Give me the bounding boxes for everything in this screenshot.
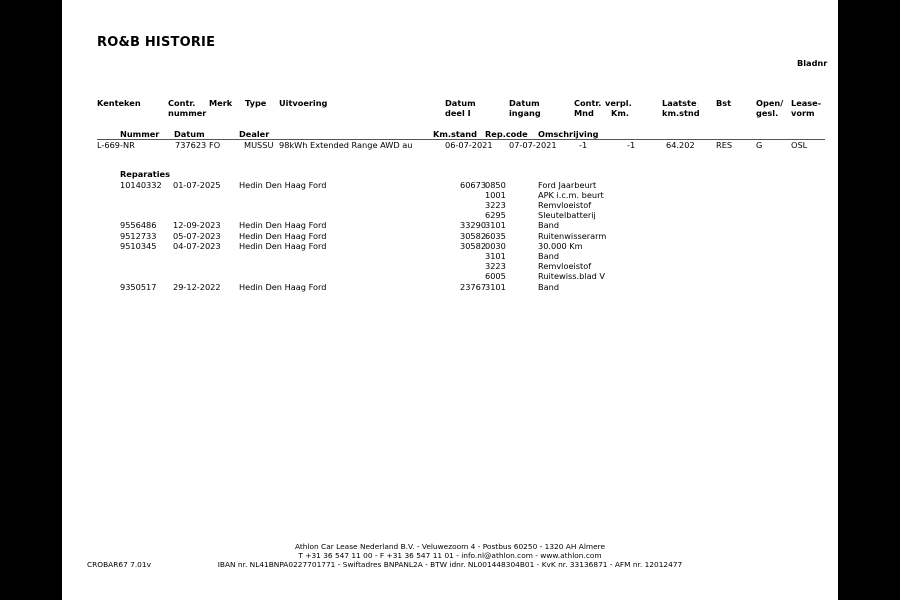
page-title: RO&B HISTORIE bbox=[97, 35, 216, 50]
col-header-datum2: Datum bbox=[174, 129, 205, 139]
repair-code: 6295 bbox=[485, 210, 506, 221]
repair-kmstand: 23767 bbox=[460, 281, 487, 292]
repair-code: 3223 bbox=[485, 261, 506, 272]
form-code: CROBAR67 7.01v bbox=[87, 560, 151, 569]
repair-omschrijving: Remvloeistof bbox=[538, 261, 592, 272]
repair-omschrijving: APK i.c.m. beurt bbox=[538, 189, 604, 200]
repair-nummer: 9512733 bbox=[120, 230, 157, 241]
vehicle-open-gesl: G bbox=[756, 140, 763, 150]
repair-nummer: 9556486 bbox=[120, 220, 157, 231]
repair-datum: 29-12-2022 bbox=[173, 281, 221, 292]
col-header-mnd: Mnd bbox=[574, 108, 594, 118]
col-header-laatste: Laatste bbox=[662, 98, 697, 108]
repair-omschrijving: Band bbox=[538, 281, 560, 292]
col-header-vorm: vorm bbox=[791, 108, 815, 118]
col-header-km: Km. bbox=[611, 108, 629, 118]
col-header-repcode: Rep.code bbox=[485, 129, 528, 139]
repair-code: 3101 bbox=[485, 220, 506, 231]
repair-kmstand: 60673 bbox=[460, 179, 487, 190]
bladnr-label: Bladnr bbox=[797, 58, 828, 68]
col-header-kenteken: Kenteken bbox=[97, 98, 141, 108]
repair-kmstand: 33290 bbox=[460, 220, 487, 231]
col-header-gesl: gesl. bbox=[756, 108, 779, 118]
col-header-nummer: nummer bbox=[168, 108, 207, 118]
repair-datum: 04-07-2023 bbox=[173, 240, 221, 251]
repair-omschrijving: Ruitenwisserarm bbox=[538, 230, 607, 241]
col-header-lease: Lease- bbox=[791, 98, 822, 108]
col-header-dealer: Dealer bbox=[239, 129, 270, 139]
repair-dealer: Hedin Den Haag Ford bbox=[239, 240, 327, 251]
repair-code: 3223 bbox=[485, 199, 506, 210]
col-header-omschrijving: Omschrijving bbox=[538, 129, 599, 139]
col-header-verpl: verpl. bbox=[605, 98, 632, 108]
vehicle-verpl-km: -1 bbox=[627, 140, 636, 150]
repair-omschrijving: Ruitewiss.blad V bbox=[538, 271, 606, 282]
section-label-reparaties: Reparaties bbox=[120, 169, 170, 179]
repair-omschrijving: Sleutelbatterij bbox=[538, 210, 596, 221]
col-header-contr: Contr. bbox=[168, 98, 196, 108]
repair-datum: 05-07-2023 bbox=[173, 230, 221, 241]
vehicle-merk: FO bbox=[209, 140, 221, 150]
repair-nummer: 9350517 bbox=[120, 281, 157, 292]
vehicle-kenteken: L-669-NR bbox=[97, 140, 135, 150]
vehicle-contr-mnd: -1 bbox=[579, 140, 588, 150]
repair-dealer: Hedin Den Haag Ford bbox=[239, 179, 327, 190]
repair-code: 3101 bbox=[485, 281, 506, 292]
repair-omschrijving: Band bbox=[538, 250, 560, 261]
repair-code: 3101 bbox=[485, 250, 506, 261]
footer-line2: T +31 36 547 11 00 - F +31 36 547 11 01 - info.nl@athlon.com - www.athlon.com bbox=[298, 551, 602, 560]
repair-omschrijving: Band bbox=[538, 220, 560, 231]
footer-line3: IBAN nr. NL41BNPA0227701771 - Swiftadres BNPANL2A - BTW idnr. NL001448304B01 - KvK nr. 33136871 - AFM nr. 12012477 bbox=[217, 560, 683, 569]
repair-nummer: 10140332 bbox=[120, 179, 162, 190]
vehicle-datum-deel1: 06-07-2021 bbox=[445, 140, 493, 150]
footer-line1: Athlon Car Lease Nederland B.V. - Veluwezoom 4 - Postbus 60250 - 1320 AH Almere bbox=[294, 542, 606, 551]
document-page bbox=[62, 0, 838, 600]
col-header-kmstnd: km.stnd bbox=[662, 108, 700, 118]
repair-datum: 01-07-2025 bbox=[173, 179, 221, 190]
col-header-datum-deel1: Datum bbox=[445, 98, 476, 108]
col-header-datum-ingang: Datum bbox=[509, 98, 540, 108]
vehicle-uitvoering: 98kWh Extended Range AWD au bbox=[279, 140, 413, 150]
vehicle-laatste-km: 64.202 bbox=[666, 140, 695, 150]
col-header-open: Open/ bbox=[756, 98, 784, 108]
col-header-type: Type bbox=[245, 98, 267, 108]
repair-kmstand: 30582 bbox=[460, 230, 487, 241]
col-header-kmstand: Km.stand bbox=[433, 129, 477, 139]
vehicle-type: MUSSU bbox=[244, 140, 274, 150]
repair-code: 6035 bbox=[485, 230, 506, 241]
repair-datum: 12-09-2023 bbox=[173, 220, 221, 231]
col-header-bst: Bst bbox=[716, 98, 732, 108]
repair-kmstand: 30582 bbox=[460, 240, 487, 251]
repair-dealer: Hedin Den Haag Ford bbox=[239, 230, 327, 241]
repair-code: 6005 bbox=[485, 271, 506, 282]
repair-nummer: 9510345 bbox=[120, 240, 157, 251]
vehicle-contract: 737623 bbox=[175, 140, 207, 150]
repair-omschrijving: Remvloeistof bbox=[538, 199, 592, 210]
col-header-contr-mnd: Contr. bbox=[574, 98, 602, 108]
col-header-uitvoering: Uitvoering bbox=[279, 98, 328, 108]
repair-dealer: Hedin Den Haag Ford bbox=[239, 281, 327, 292]
col-header-ingang: ingang bbox=[509, 108, 541, 118]
col-header-nummer2: Nummer bbox=[120, 129, 160, 139]
repair-code: 1001 bbox=[485, 189, 506, 200]
repair-code: 0030 bbox=[485, 240, 506, 251]
col-header-merk: Merk bbox=[209, 98, 233, 108]
repair-omschrijving: Ford Jaarbeurt bbox=[538, 179, 597, 190]
repair-dealer: Hedin Den Haag Ford bbox=[239, 220, 327, 231]
vehicle-leasevorm: OSL bbox=[791, 140, 808, 150]
repair-code: 0850 bbox=[485, 179, 506, 190]
col-header-deel1: deel I bbox=[445, 108, 471, 118]
vehicle-bst: RES bbox=[716, 140, 733, 150]
repair-omschrijving: 30.000 Km bbox=[538, 240, 583, 251]
vehicle-datum-ingang: 07-07-2021 bbox=[509, 140, 557, 150]
